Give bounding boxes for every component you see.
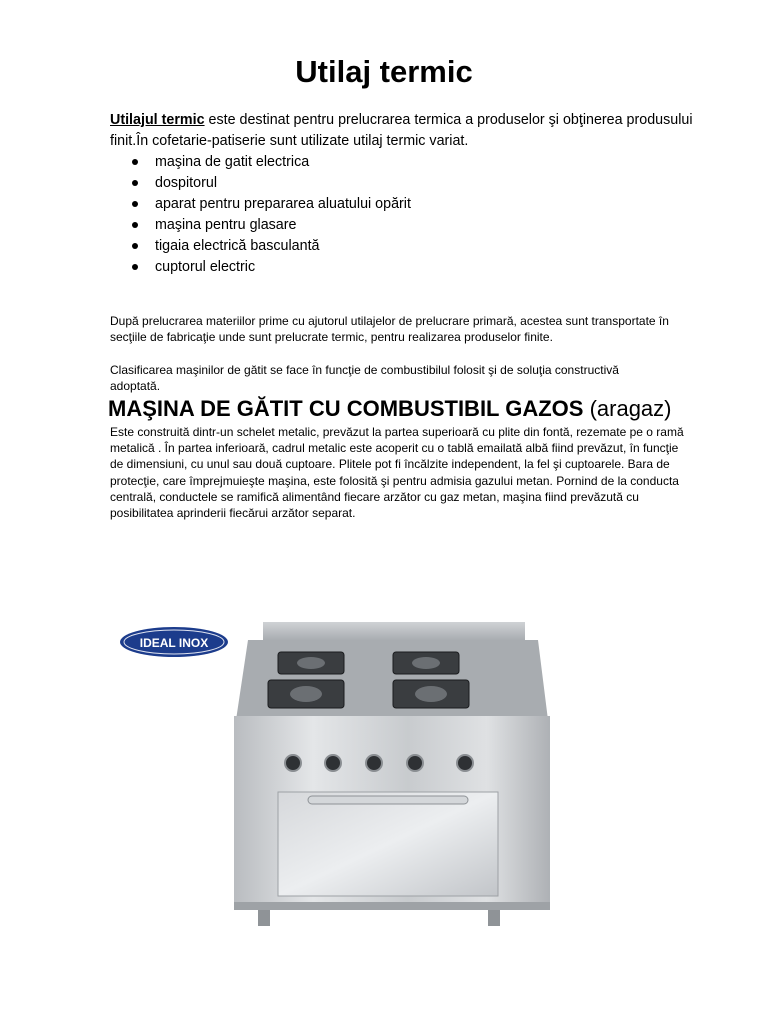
intro-term: Utilajul termic [110,112,205,128]
section-heading-sub: (aragaz) [583,396,672,421]
intro-paragraph [110,110,710,152]
brand-logo [120,627,228,657]
list-item: tigaia electrică basculantă [110,236,411,257]
page-title: Utilaj termic [295,54,473,89]
gas-stove-image [108,612,620,934]
bullet-icon [132,180,138,186]
equipment-list [110,152,411,278]
intro-text: este destinat pentru prelucrarea termica a produselor şi obţinerea produsului finit.În cofetarie-patiserie sunt utilizate utilaj termic variat. [110,112,693,149]
bullet-icon [132,201,138,207]
list-item: maşina pentru glasare [110,215,411,236]
bullet-icon [132,222,138,228]
classification-paragraph: Clasificarea maşinilor de gătit se face în funcţie de combustibilul folosit şi de soluţia constructivă adoptată. [110,363,619,394]
list-item: dospitorul [110,173,411,194]
processing-paragraph: După prelucrarea materiilor prime cu ajutorul utilajelor de prelucrare primară, acestea sunt transportate în secţiile de fabricaţie unde sunt prelucrate termic, pentru realizarea produselor finite. [110,314,669,345]
section-heading-main: MAŞINA DE GĂTIT CU COMBUSTIBIL GAZOS [108,396,584,421]
svg-text:IDEAL INOX: IDEAL INOX [139,636,209,650]
section-heading [108,396,672,422]
bullet-icon [132,159,138,165]
bullet-icon [132,264,138,270]
gas-stove-description: Este construită dintr-un schelet metalic, prevăzut la partea superioară cu plite din fontă, rezemate pe o ramă metalică . În partea inferioară, cadrul metalic este acoperit cu o tablă emailată albă fiind prevăzut, în funcţie de dimensiuni, cu unul sau două cuptoare. Plitele pot fi încălzite independent, la fel şi cuptoarele. Bara de protecţie, care împrejmuieşte maşina, este folosită şi pentru admisia gazului metan. Pornind de la conducta centrală, conductele se ramifică alimentând fiecare arzător cu gaz metan, maşina fiind prevăzută cu posibilitatea aprinderii fiecărui arzător separat. [110,425,684,521]
bullet-icon [132,243,138,249]
list-item: maşina de gatit electrica [110,152,411,173]
list-item: aparat pentru prepararea aluatului opărit [110,194,411,215]
list-item: cuptorul electric [110,257,411,278]
